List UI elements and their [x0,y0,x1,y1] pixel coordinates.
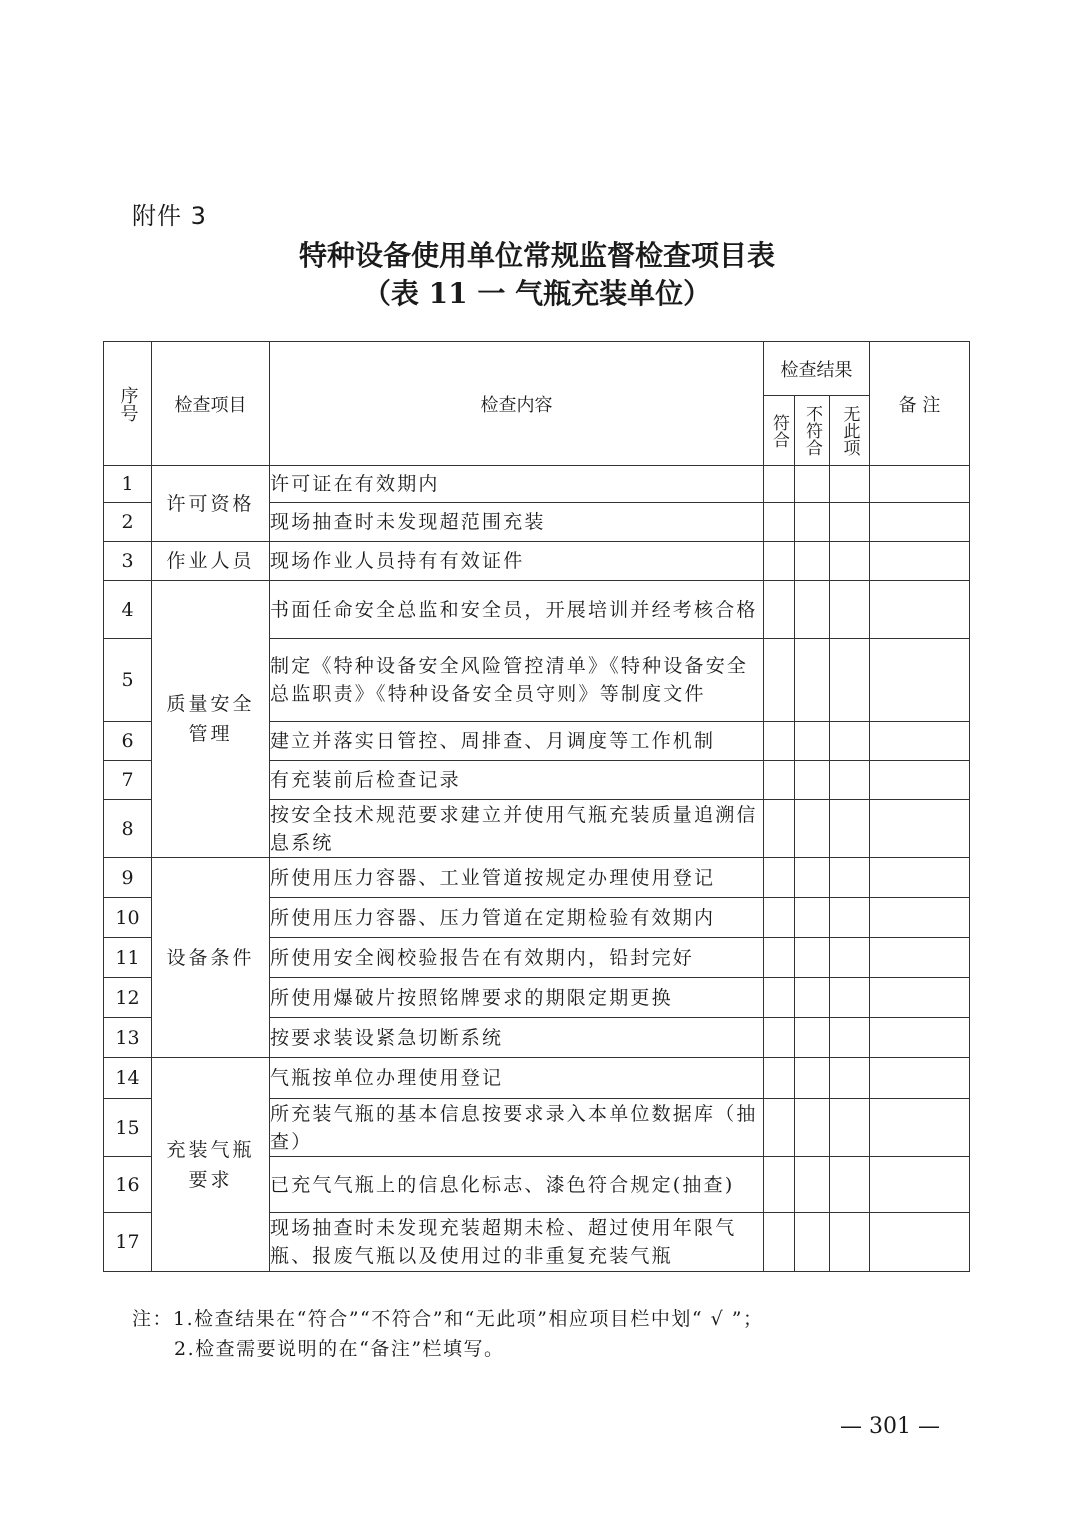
remark-cell[interactable] [870,800,970,858]
item-content: 所使用爆破片按照铭牌要求的期限定期更换 [270,978,764,1018]
row-number: 6 [104,722,152,761]
remark-cell[interactable] [870,858,970,898]
page-number: — 301 — [840,1414,940,1439]
remark-cell[interactable] [870,938,970,978]
remark-cell[interactable] [870,542,970,581]
result-nonconform-cell[interactable] [795,466,830,503]
result-na-cell[interactable] [830,503,870,542]
item-content: 按安全技术规范要求建立并使用气瓶充装质量追溯信息系统 [270,800,764,858]
header-na: 无此项 [830,396,870,466]
page-title: 特种设备使用单位常规监督检查项目表 [298,239,775,272]
result-nonconform-cell[interactable] [795,800,830,858]
result-conform-cell[interactable] [764,1058,795,1099]
result-conform-cell[interactable] [764,639,795,722]
attachment-label: 附件 3 [132,202,207,230]
page-subtitle: （表 11 一 气瓶充装单位） [362,277,712,310]
item-content: 制定《特种设备安全风险管控清单》《特种设备安全总监职责》《特种设备安全员守则》等制度文件 [270,639,764,722]
item-content: 气瓶按单位办理使用登记 [270,1058,764,1099]
header-content: 检查内容 [270,342,764,466]
item-content: 所使用安全阀校验报告在有效期内，铅封完好 [270,938,764,978]
item-content: 书面任命安全总监和安全员，开展培训并经考核合格 [270,581,764,639]
result-nonconform-cell[interactable] [795,639,830,722]
item-content: 所充装气瓶的基本信息按要求录入本单位数据库（抽查） [270,1099,764,1157]
result-conform-cell[interactable] [764,938,795,978]
result-na-cell[interactable] [830,542,870,581]
remark-cell[interactable] [870,581,970,639]
result-na-cell[interactable] [830,722,870,761]
row-number: 1 [104,466,152,503]
result-na-cell[interactable] [830,1099,870,1157]
result-conform-cell[interactable] [764,722,795,761]
remark-cell[interactable] [870,761,970,800]
result-conform-cell[interactable] [764,761,795,800]
item-content: 现场作业人员持有有效证件 [270,542,764,581]
result-conform-cell[interactable] [764,800,795,858]
item-content: 现场抽查时未发现充装超期未检、超过使用年限气瓶、报废气瓶以及使用过的非重复充装气瓶 [270,1213,764,1272]
item-content: 所使用压力容器、压力管道在定期检验有效期内 [270,898,764,938]
result-nonconform-cell[interactable] [795,542,830,581]
row-number: 14 [104,1058,152,1099]
remark-cell[interactable] [870,1058,970,1099]
result-conform-cell[interactable] [764,466,795,503]
row-number: 16 [104,1157,152,1213]
result-na-cell[interactable] [830,1213,870,1272]
item-content: 现场抽查时未发现超范围充装 [270,503,764,542]
result-na-cell[interactable] [830,1018,870,1058]
result-nonconform-cell[interactable] [795,1099,830,1157]
table-row [104,858,970,898]
item-content: 许可证在有效期内 [270,466,764,503]
header-conform: 符合 [764,396,795,466]
result-nonconform-cell[interactable] [795,1213,830,1272]
table-row [104,466,970,503]
header-seq: 序号 [104,342,152,466]
result-nonconform-cell[interactable] [795,938,830,978]
item-content: 按要求装设紧急切断系统 [270,1018,764,1058]
result-nonconform-cell[interactable] [795,1157,830,1213]
result-na-cell[interactable] [830,1058,870,1099]
result-na-cell[interactable] [830,898,870,938]
result-conform-cell[interactable] [764,858,795,898]
remark-cell[interactable] [870,466,970,503]
inspection-table [103,341,970,1272]
item-category: 设备条件 [152,858,270,1058]
row-number: 15 [104,1099,152,1157]
table-body [104,466,970,1272]
table-row [104,1058,970,1099]
result-nonconform-cell[interactable] [795,722,830,761]
row-number: 2 [104,503,152,542]
result-nonconform-cell[interactable] [795,503,830,542]
item-category: 充装气瓶要求 [152,1058,270,1272]
result-conform-cell[interactable] [764,1157,795,1213]
result-nonconform-cell[interactable] [795,1018,830,1058]
item-content: 已充气气瓶上的信息化标志、漆色符合规定(抽查) [270,1157,764,1213]
note-line-2: 2.检查需要说明的在“备注”栏填写。 [174,1338,505,1360]
remark-cell[interactable] [870,1213,970,1272]
result-conform-cell[interactable] [764,978,795,1018]
item-category: 质量安全管理 [152,581,270,858]
result-conform-cell[interactable] [764,1213,795,1272]
result-na-cell[interactable] [830,858,870,898]
row-number: 13 [104,1018,152,1058]
result-na-cell[interactable] [830,761,870,800]
row-number: 5 [104,639,152,722]
header-item: 检查项目 [152,342,270,466]
result-nonconform-cell[interactable] [795,761,830,800]
result-na-cell[interactable] [830,1157,870,1213]
item-content: 建立并落实日管控、周排查、月调度等工作机制 [270,722,764,761]
remark-cell[interactable] [870,1099,970,1157]
notes [132,1304,764,1364]
remark-cell[interactable] [870,722,970,761]
result-na-cell[interactable] [830,639,870,722]
result-na-cell[interactable] [830,938,870,978]
remark-cell[interactable] [870,1157,970,1213]
result-conform-cell[interactable] [764,1099,795,1157]
result-conform-cell[interactable] [764,1018,795,1058]
row-number: 12 [104,978,152,1018]
result-conform-cell[interactable] [764,542,795,581]
row-number: 11 [104,938,152,978]
result-conform-cell[interactable] [764,503,795,542]
item-content: 有充装前后检查记录 [270,761,764,800]
item-content: 所使用压力容器、工业管道按规定办理使用登记 [270,858,764,898]
remark-cell[interactable] [870,898,970,938]
row-number: 17 [104,1213,152,1272]
row-number: 4 [104,581,152,639]
table-row [104,542,970,581]
result-nonconform-cell[interactable] [795,581,830,639]
row-number: 7 [104,761,152,800]
remark-cell[interactable] [870,639,970,722]
result-na-cell[interactable] [830,978,870,1018]
result-na-cell[interactable] [830,800,870,858]
result-nonconform-cell[interactable] [795,898,830,938]
item-category: 作业人员 [152,542,270,581]
result-nonconform-cell[interactable] [795,1058,830,1099]
result-na-cell[interactable] [830,466,870,503]
row-number: 9 [104,858,152,898]
result-conform-cell[interactable] [764,898,795,938]
result-na-cell[interactable] [830,581,870,639]
result-nonconform-cell[interactable] [795,978,830,1018]
header-remark: 备 注 [870,342,970,466]
header-result: 检查结果 [764,342,870,396]
remark-cell[interactable] [870,978,970,1018]
note-line-1: 注：1.检查结果在“符合”“不符合”和“无此项”相应项目栏中划“ √ ”； [132,1308,764,1330]
item-category: 许可资格 [152,466,270,542]
remark-cell[interactable] [870,503,970,542]
result-conform-cell[interactable] [764,581,795,639]
table-row [104,581,970,639]
row-number: 10 [104,898,152,938]
header-nonconform: 不符合 [795,396,830,466]
row-number: 3 [104,542,152,581]
row-number: 8 [104,800,152,858]
result-nonconform-cell[interactable] [795,858,830,898]
remark-cell[interactable] [870,1018,970,1058]
